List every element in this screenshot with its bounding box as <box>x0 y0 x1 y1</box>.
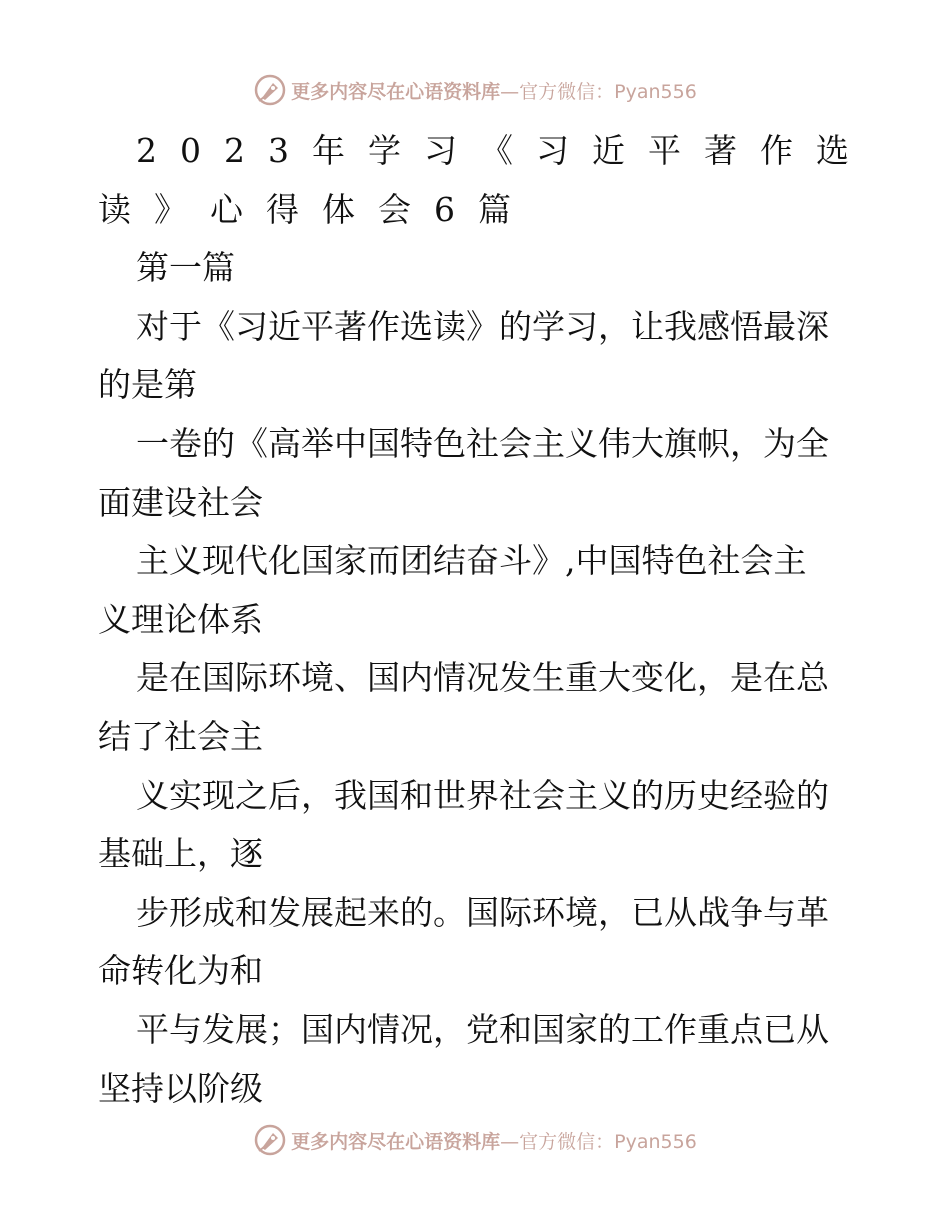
header-banner-text: 更多内容尽在心语资料库 <box>291 80 501 103</box>
paragraph-line: 面建设社会 <box>98 482 263 522</box>
paragraph-line: 步形成和发展起来的。国际环境，已从战争与革 <box>136 892 829 932</box>
header-banner-contact: —官方微信：Pyan556 <box>500 80 697 103</box>
paragraph-line: 一卷的《高举中国特色社会主义伟大旗帜，为全 <box>136 423 829 463</box>
paragraph-line: 主义现代化国家而团结奋斗》,中国特色社会主 <box>136 541 807 581</box>
footer-banner-text: 更多内容尽在心语资料库 <box>291 1130 501 1153</box>
pen-nib-logo-icon <box>253 73 287 107</box>
paragraph-line: 义实现之后，我国和世界社会主义的历史经验的 <box>136 775 829 815</box>
paragraph-line: 坚持以阶级 <box>98 1068 263 1108</box>
paragraph-line: 的是第 <box>98 365 197 405</box>
section-heading: 第一篇 <box>136 248 235 288</box>
paragraph-line: 平与发展；国内情况，党和国家的工作重点已从 <box>136 1009 829 1049</box>
document-body <box>98 122 872 1118</box>
footer-banner-contact: —官方微信：Pyan556 <box>500 1130 697 1153</box>
document-title-line-2: 读》心得体会6篇 <box>98 189 534 229</box>
document-title-line-1: 2023年学习《习近平著作选 <box>136 131 872 170</box>
header-banner <box>0 70 950 110</box>
paragraph-line: 对于《习近平著作选读》的学习，让我感悟最深 <box>136 306 829 346</box>
footer-banner <box>0 1120 950 1160</box>
paragraph-line: 义理论体系 <box>98 599 263 639</box>
pen-nib-logo-icon <box>253 1123 287 1157</box>
paragraph-line: 命转化为和 <box>98 951 263 991</box>
paragraph-line: 基础上，逐 <box>98 834 263 874</box>
paragraph-line: 结了社会主 <box>98 716 263 756</box>
paragraph-line: 是在国际环境、国内情况发生重大变化，是在总 <box>136 658 829 698</box>
